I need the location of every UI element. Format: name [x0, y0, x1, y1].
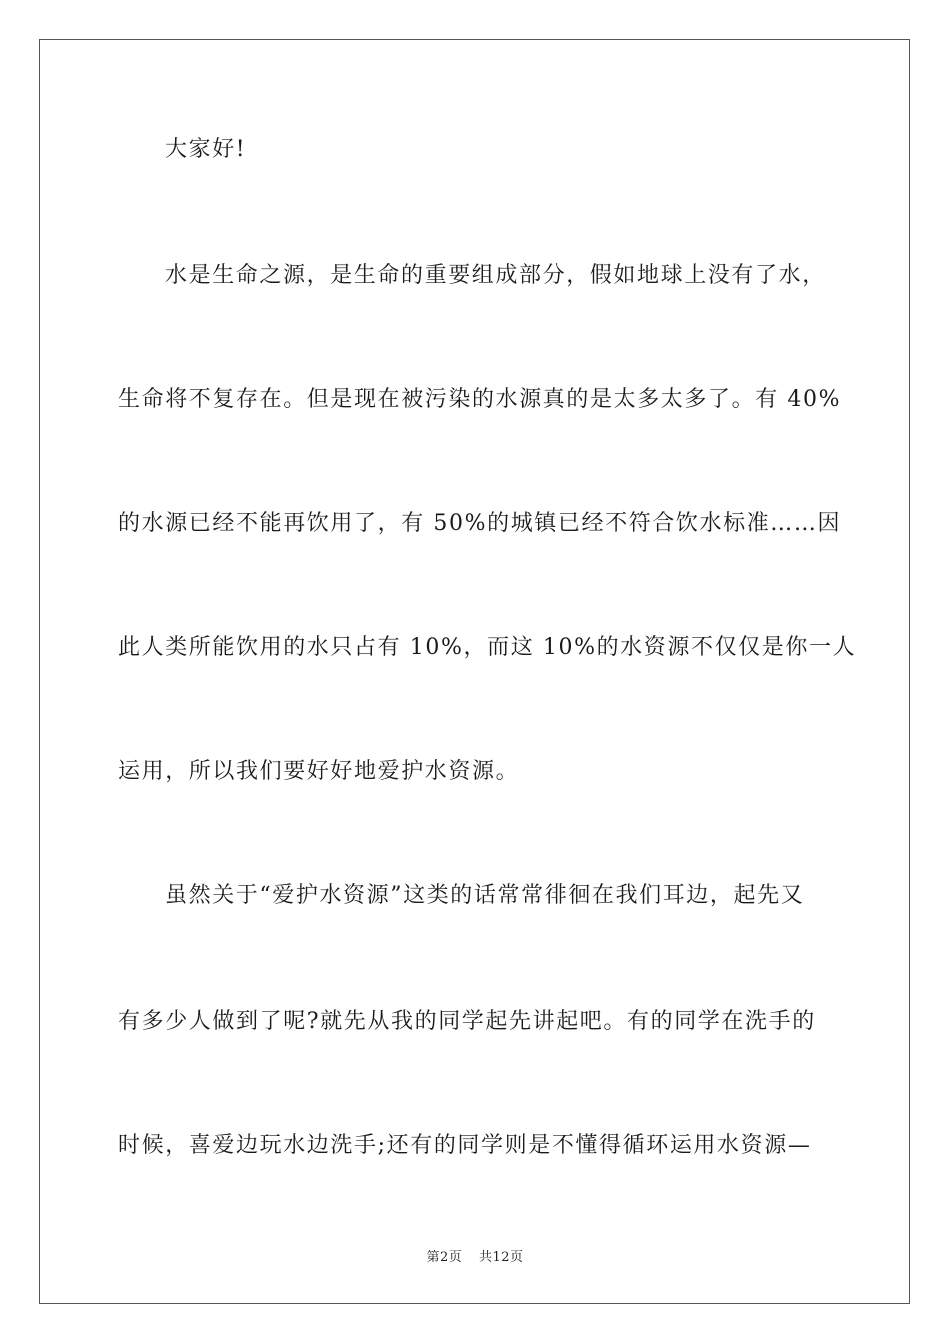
- paragraph-1-line-5: 运用，所以我们要好好地爱护水资源。: [118, 759, 520, 784]
- page-number-total: 共12页: [478, 1250, 524, 1265]
- paragraph-1-line-4: 此人类所能饮用的水只占有 10%，而这 10%的水资源不仅仅是你一人: [118, 635, 857, 660]
- page-footer: [0, 1246, 950, 1265]
- paragraph-2-line-3: 时候，喜爱边玩水边洗手;还有的同学则是不懂得循环运用水资源—: [118, 1133, 812, 1158]
- paragraph-2-line-1: 虽然关于“爱护水资源”这类的话常常徘徊在我们耳边，起先又: [165, 883, 805, 908]
- paragraph-2-line-2: 有多少人做到了呢?就先从我的同学起先讲起吧。有的同学在洗手的: [118, 1009, 816, 1034]
- page-border: [39, 39, 910, 1304]
- paragraph-1-line-2: 生命将不复存在。但是现在被污染的水源真的是太多太多了。有 40%: [118, 387, 842, 412]
- paragraph-1-line-3: 的水源已经不能再饮用了，有 50%的城镇已经不符合饮水标准……因: [118, 511, 842, 536]
- page-number-current: 第2页: [426, 1250, 463, 1265]
- paragraph-1-line-1: 水是生命之源，是生命的重要组成部分，假如地球上没有了水，: [165, 263, 826, 288]
- greeting-line: 大家好!: [165, 137, 247, 162]
